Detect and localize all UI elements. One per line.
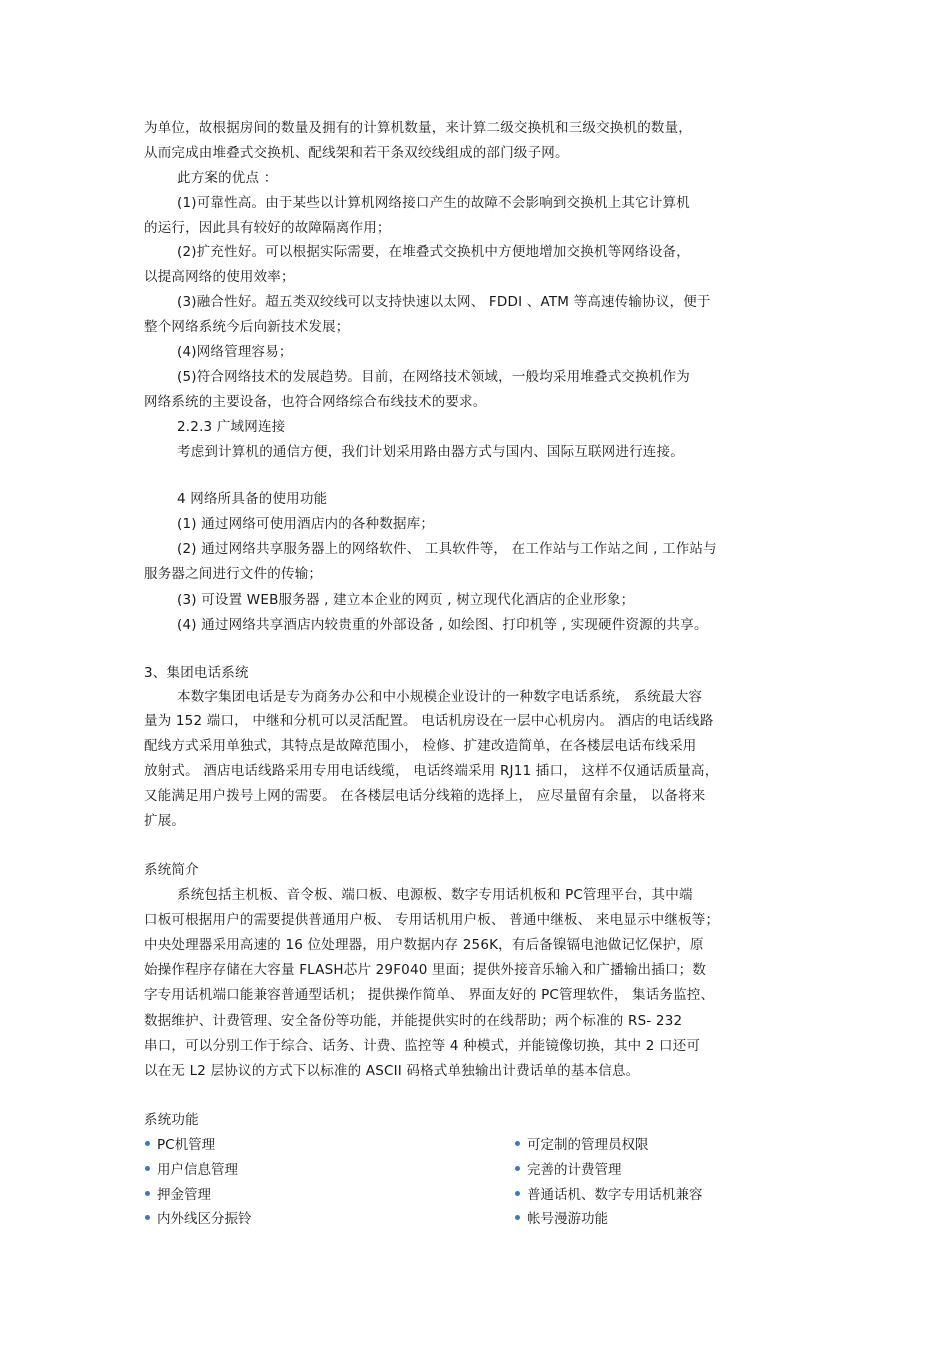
paragraph-line: 扩展。	[144, 813, 186, 829]
bullet-icon	[515, 1141, 520, 1146]
feature-item	[527, 1135, 649, 1155]
paragraph-line: 考虑到计算机的通信方便，我们计划采用路由器方式与国内、国际互联网进行连接。	[177, 444, 684, 460]
feature-item	[157, 1160, 238, 1180]
paragraph-line: (1)可靠性高。由于某些以计算机网络接口产生的故障不会影响到交换机上其它计算机	[177, 195, 690, 211]
paragraph-line: 本数字集团电话是专为商务办公和中小规模企业设计的一种数字电话系统， 系统最大容	[177, 689, 703, 705]
paragraph-line: 量为 152 端口， 中继和分机可以灵活配置。 电话机房设在一层中心机房内。 酒店的电话线路	[144, 713, 714, 729]
section-heading: 3、集团电话系统	[144, 665, 249, 681]
paragraph-line: 数据维护、计费管理、安全备份等功能，并能提供实时的在线帮助；两个标准的 RS- 232	[144, 1013, 683, 1029]
bullet-icon	[145, 1141, 150, 1146]
feature-label: 用户信息管理	[157, 1162, 238, 1178]
paragraph-line: (2)扩充性好。可以根据实际需要，在堆叠式交换机中方便地增加交换机等网络设备，	[177, 244, 690, 260]
bullet-icon	[145, 1191, 150, 1196]
paragraph-line: 此方案的优点 ：	[177, 170, 278, 186]
paragraph-line: 口板可根据用户的需要提供普通用户板、 专用话机用户板、 普通中继板、 来电显示中继板等；	[144, 912, 720, 928]
paragraph-line: 字专用话机端口能兼容普通型话机； 提供操作简单、 界面友好的 PC管理软件， 集话务监控、	[144, 987, 715, 1003]
bullet-icon	[515, 1191, 520, 1196]
section-heading: 4 网络所具备的使用功能	[177, 491, 328, 507]
paragraph-line: 以提高网络的使用效率；	[144, 269, 295, 285]
paragraph-line: 从而完成由堆叠式交换机、配线架和若干条双绞线组成的部门级子网。	[144, 145, 569, 161]
paragraph-line: 配线方式采用单独式，其特点是故障范围小， 检修、扩建改造简单，在各楼层电话布线采用	[144, 738, 697, 754]
bullet-icon	[515, 1215, 520, 1220]
feature-item	[527, 1185, 703, 1205]
paragraph-line: 中央处理器采用高速的 16 位处理器，用户数据内存 256K，有后备镍镉电池做记忆保护，原	[144, 937, 704, 953]
section-heading: 系统功能	[144, 1112, 199, 1128]
paragraph-line: 整个网络系统今后向新技术发展；	[144, 319, 350, 335]
paragraph-line: 以在无 L2 层协议的方式下以标准的 ASCII 码格式单独输出计费话单的基本信息。	[144, 1063, 640, 1079]
feature-item	[157, 1135, 215, 1155]
bullet-icon	[145, 1215, 150, 1220]
paragraph-line: 始操作程序存储在大容量 FLASH芯片 29F040 里面；提供外接音乐输入和广播输出插口；数	[144, 962, 707, 978]
feature-label: 普通话机、数字专用话机兼容	[527, 1187, 703, 1203]
feature-label: 内外线区分振铃	[157, 1211, 252, 1227]
feature-item	[527, 1209, 608, 1229]
bullet-icon	[515, 1166, 520, 1171]
section-heading: 2.2.3 广域网连接	[177, 419, 286, 435]
paragraph-line: (2) 通过网络共享服务器上的网络软件、 工具软件等， 在工作站与工作站之间 , 工作站与	[177, 541, 717, 557]
paragraph-line: 网络系统的主要设备，也符合网络综合布线技术的要求。	[144, 394, 487, 410]
paragraph-line: 服务器之间进行文件的传输；	[144, 566, 323, 582]
bullet-icon	[145, 1166, 150, 1171]
feature-item	[157, 1209, 252, 1229]
feature-item	[157, 1185, 211, 1205]
feature-label: PC机管理	[157, 1137, 216, 1153]
paragraph-line: 系统包括主机板、音令板、端口板、电源板、数字专用话机板和 PC管理平台，其中端	[177, 887, 693, 903]
paragraph-line: (1) 通过网络可使用酒店内的各种数据库；	[177, 516, 435, 532]
paragraph-line: 放射式。 酒店电话线路采用专用电话线缆， 电话终端采用 RJ11 插口， 这样不仅通话质量高，	[144, 763, 719, 779]
paragraph-line: (3)融合性好。超五类双绞线可以支持快速以太网、 FDDI 、ATM 等高速传输协议，便于	[177, 294, 711, 310]
paragraph-line: 又能满足用户拨号上网的需要。 在各楼层电话分线箱的选择上， 应尽量留有余量， 以备将来	[144, 788, 706, 804]
feature-label: 可定制的管理员权限	[527, 1137, 649, 1153]
feature-item	[527, 1160, 622, 1180]
paragraph-line: 串口，可以分别工作于综合、话务、计费、监控等 4 种模式，并能镜像切换，其中 2 口还可	[144, 1038, 701, 1054]
paragraph-line: (3) 可设置 WEB服务器 , 建立本企业的网页 , 树立现代化酒店的企业形象；	[177, 592, 635, 608]
section-heading: 系统简介	[144, 862, 199, 878]
feature-label: 帐号漫游功能	[527, 1211, 608, 1227]
paragraph-line: (4) 通过网络共享酒店内较贵重的外部设备 , 如绘图、打印机等 , 实现硬件资源的共享。	[177, 617, 708, 633]
paragraph-line: (4)网络管理容易；	[177, 344, 293, 360]
paragraph-line: (5)符合网络技术的发展趋势。目前，在网络技术领域，一般均采用堆叠式交换机作为	[177, 369, 690, 385]
paragraph-line: 的运行，因此具有较好的故障隔离作用；	[144, 220, 391, 236]
feature-label: 完善的计费管理	[527, 1162, 622, 1178]
feature-label: 押金管理	[157, 1187, 211, 1203]
paragraph-line: 为单位，故根据房间的数量及拥有的计算机数量，来计算二级交换机和三级交换机的数量，	[144, 120, 692, 136]
